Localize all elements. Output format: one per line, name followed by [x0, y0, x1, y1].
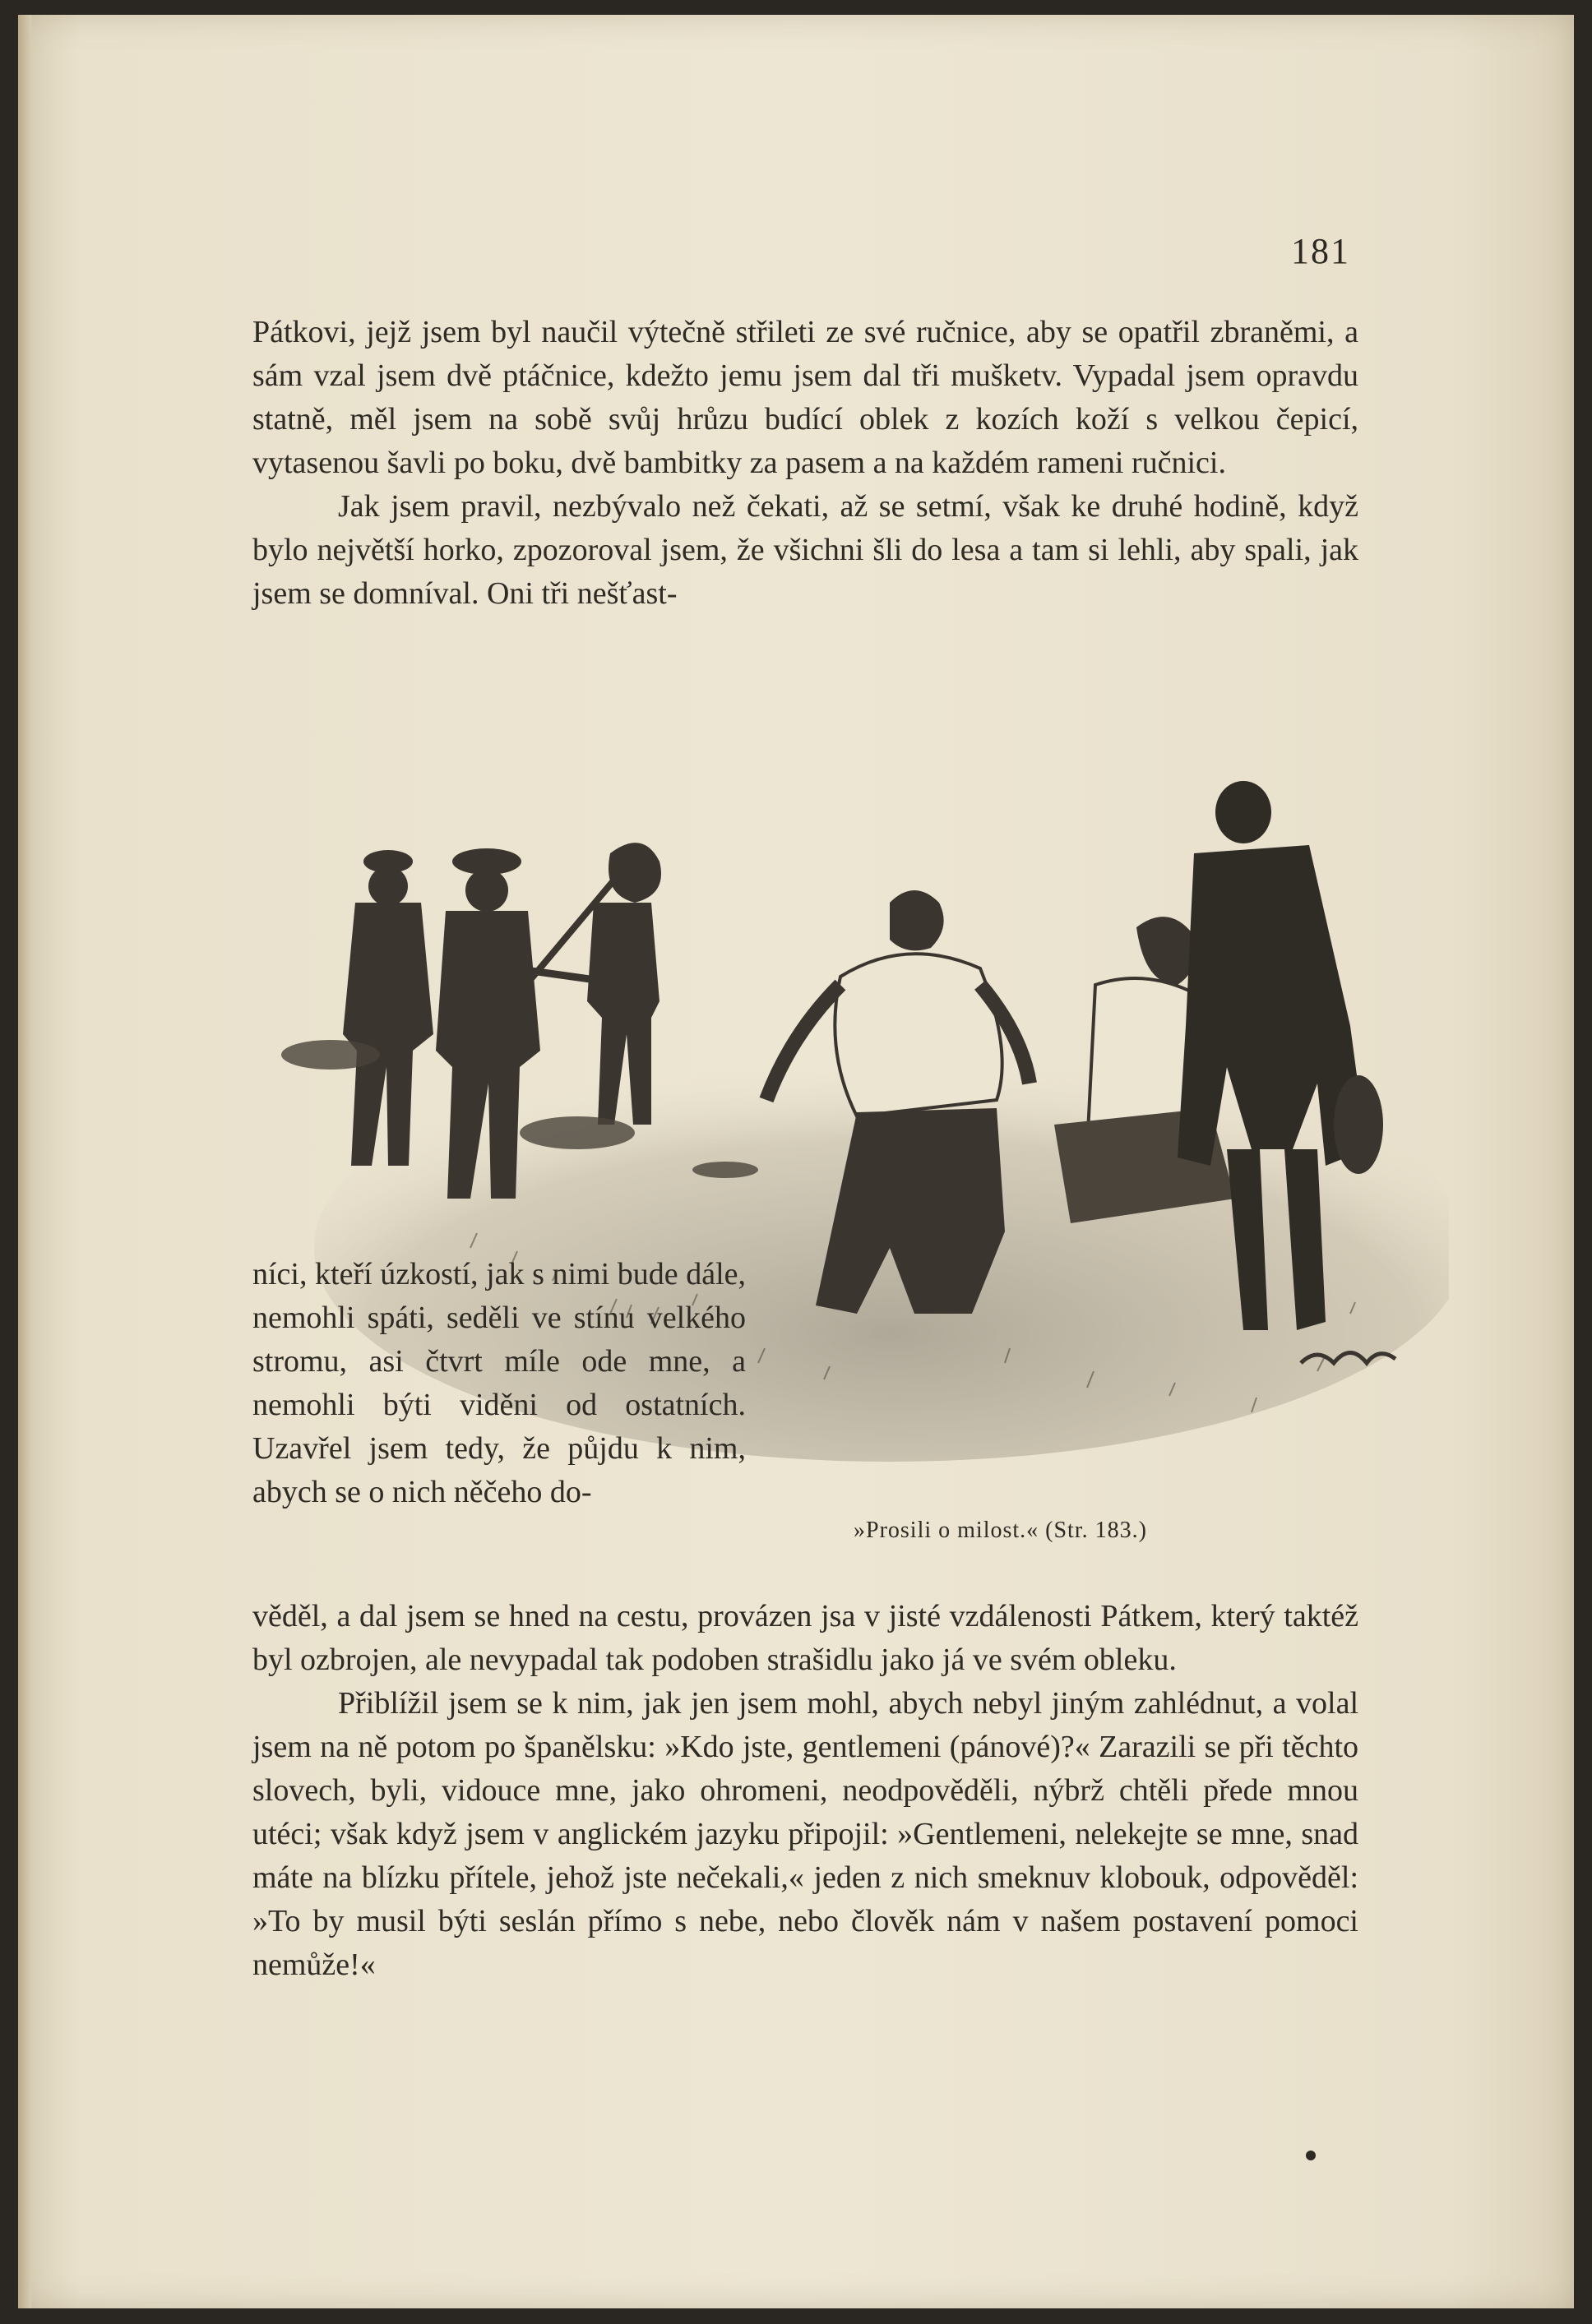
print-mark-dot — [1306, 2151, 1316, 2160]
illustration-caption: »Prosili o milost.« (Str. 183.) — [854, 1518, 1147, 1543]
paragraph: Pátkovi, jejž jsem byl naučil výtečně střileti ze své ručnice, aby se opatřil zbraněmi, a sám vzal jsem dvě ptáčnice, kdežto jemu jsem dal tři mušketv. Vypadal jsem opravdu statně, měl jsem na sobě svůj hrůzu budící oblek z kozích koží s velkou čepicí, vytasenou šavli po boku, dvě bambitky za pasem a na každém rameni ručnici. — [252, 315, 1358, 480]
wrapped-text-block: níci, kteří úzkostí, jak s nimi bude dále, nemohli spáti, seděli ve stínu velkého stromu, asi čtvrt míle ode mne, a nemohli býti viděni od ostatních. Uzavřel jsem tedy, že půjdu k nim, abych se o nich něčeho do- — [252, 1257, 746, 1509]
bottom-text-block — [252, 1595, 1358, 1987]
page-spine-edge — [18, 15, 31, 2308]
paragraph: věděl, a dal jsem se hned na cestu, provázen jsa v jisté vzdálenosti Pátkem, který taktéž byl ozbrojen, ale nevypadal tak podoben strašidlu jako já ve svém obleku. — [252, 1599, 1358, 1677]
page-number: 181 — [1291, 231, 1350, 271]
top-text-block — [252, 311, 1358, 616]
paragraph: Přiblížil jsem se k nim, jak jen jsem mohl, abych nebyl jiným zahlédnut, a volal jsem na ně potom po španělsku: »Kdo jste, gentlemeni (pánové)?« Zarazili se při těchto slovech, byli, vidouce mne, jako ohromeni, neodpověděli, nýbrž chtěli přede mnou utéci; však když jsem v anglickém jazyku připojil: »Gentlemeni, nelekejte se mne, snad máte na blízku přítele, jehož jste nečekali,« jeden z nich smeknuv klobouk, odpověděl: »To by musil býti seslán přímo s nebe, nebo člověk nám v našem postavení pomoci nemůže!« — [252, 1686, 1358, 1982]
book-page — [18, 15, 1574, 2308]
paragraph: Jak jsem pravil, nezbývalo než čekati, až se setmí, však ke druhé hodině, když bylo největší horko, zpozoroval jsem, že všichni šli do lesa a tam si lehli, aby spali, jak jsem se domníval. Oni tři nešťast- — [252, 489, 1358, 611]
